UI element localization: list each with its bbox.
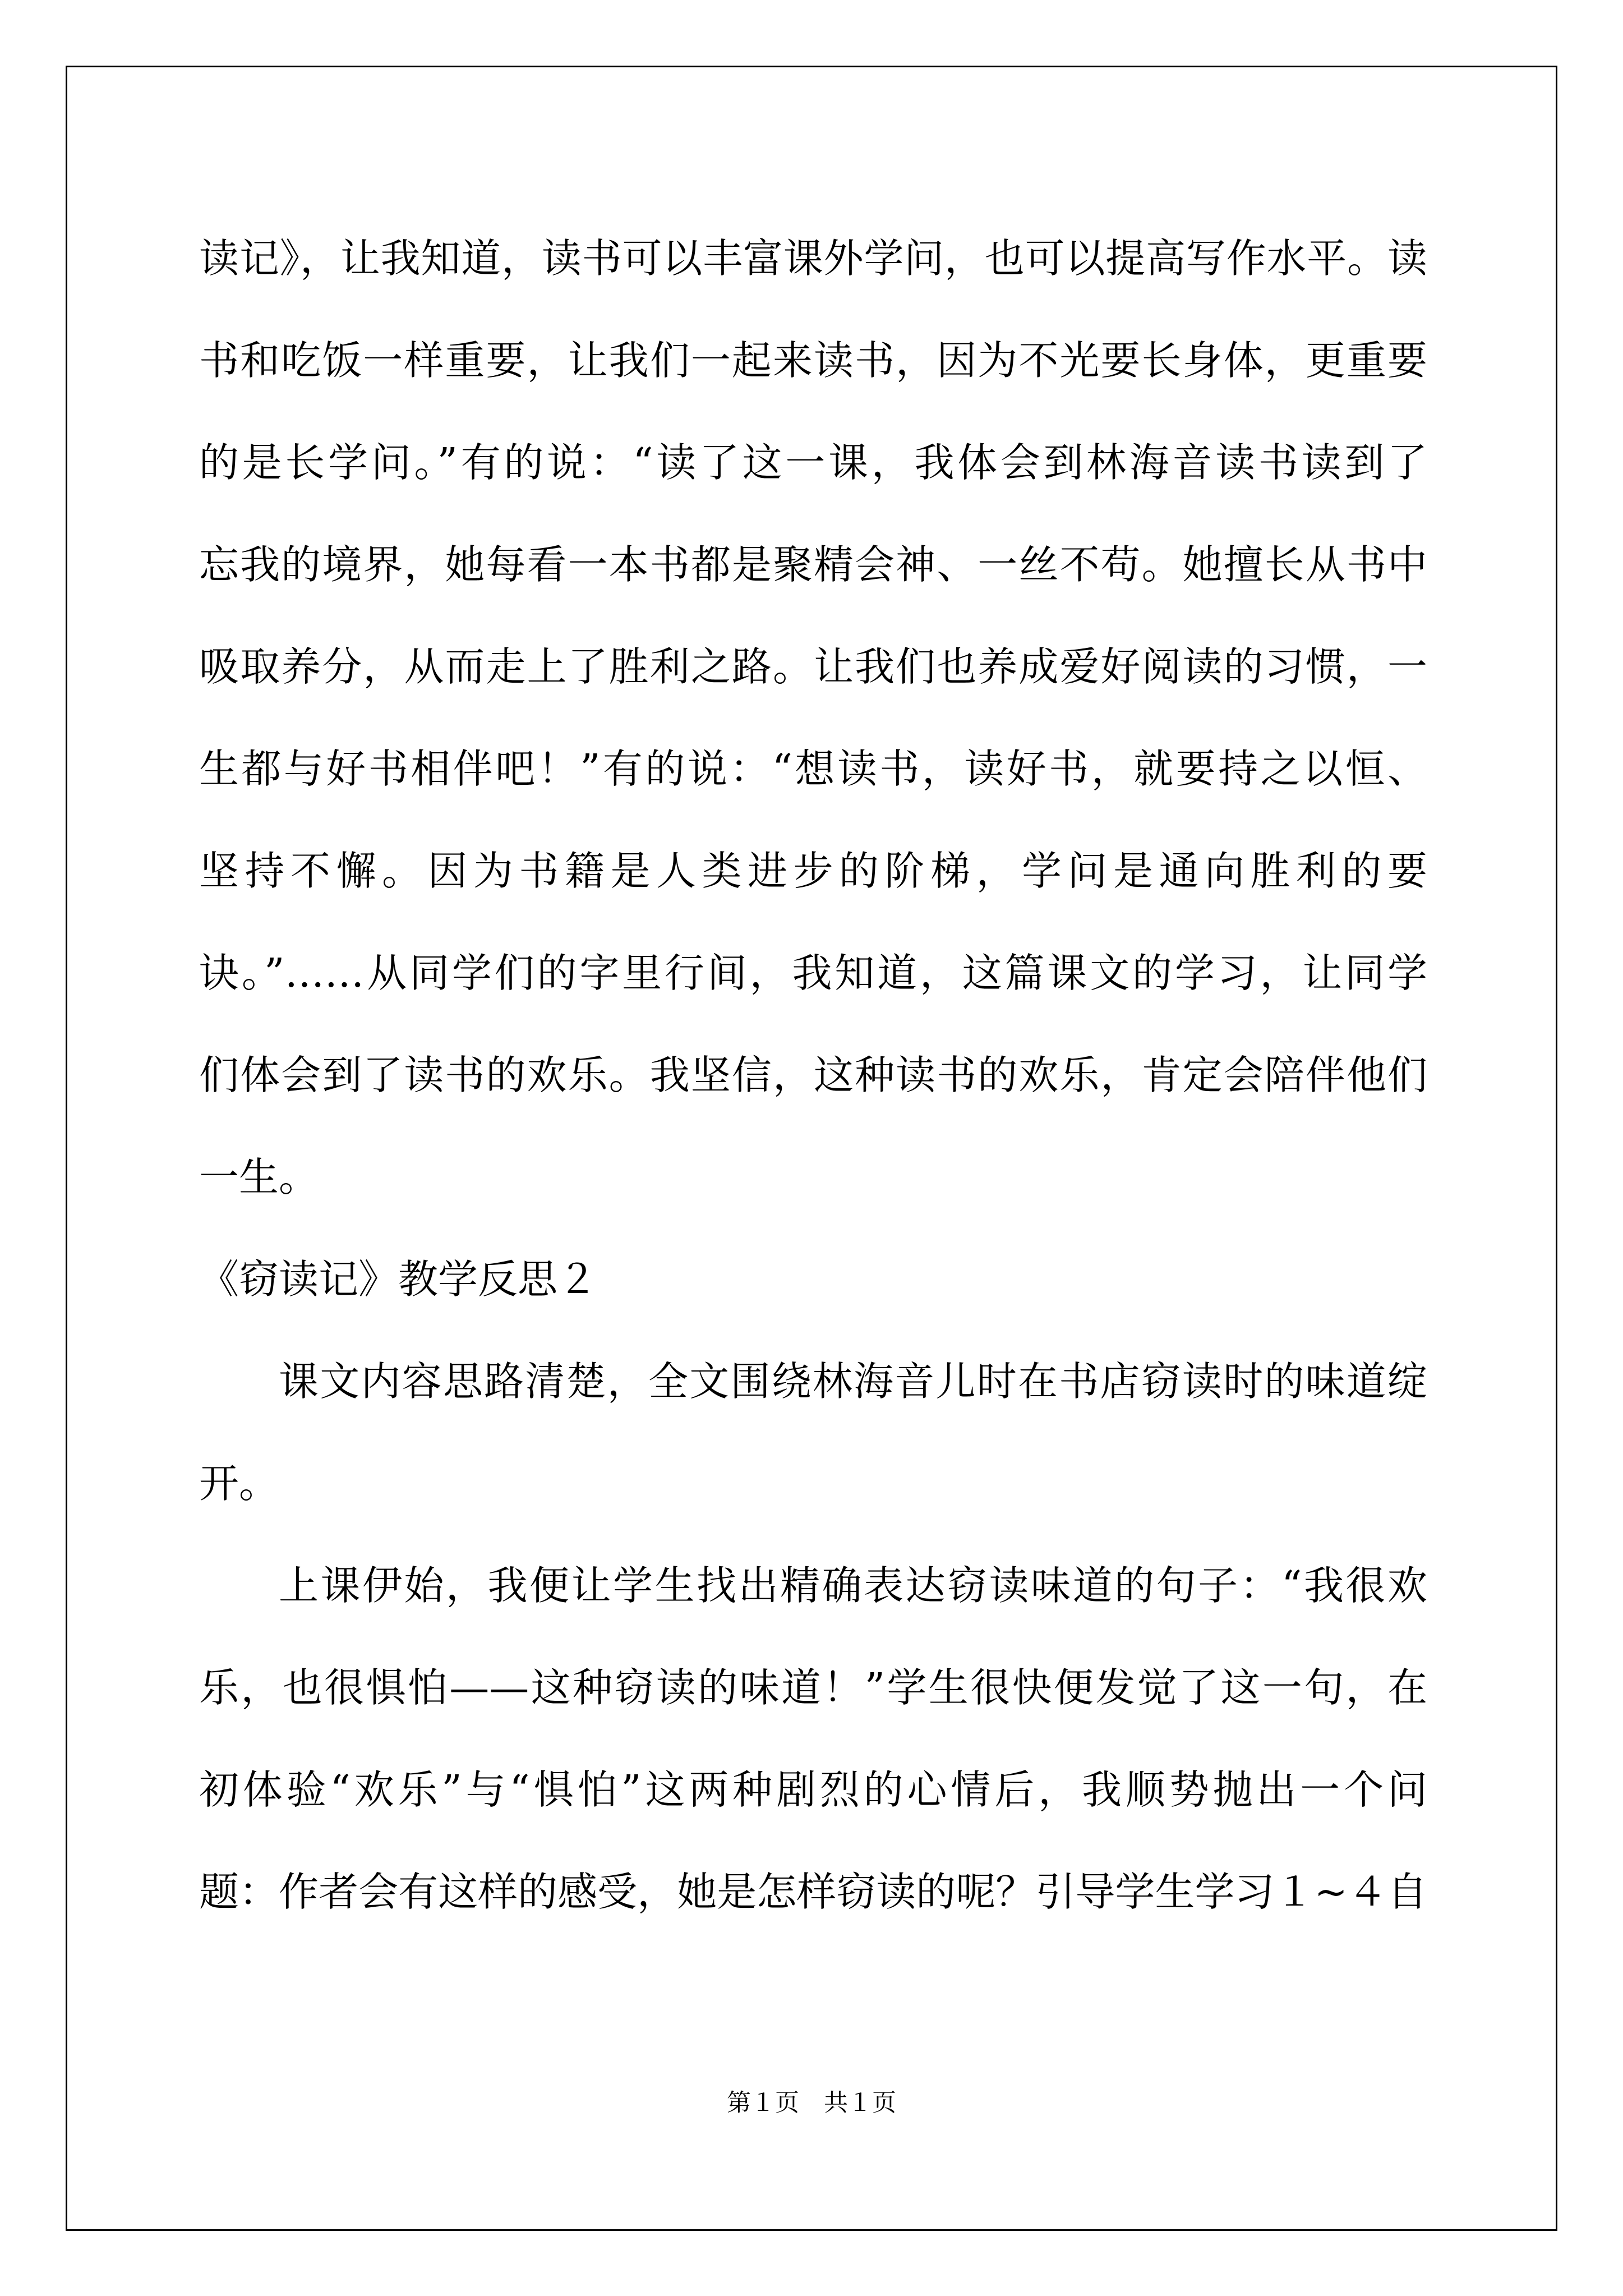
section-title: 《窃读记》教学反思２ (199, 1256, 598, 1303)
page-total: 共１页 (824, 2089, 896, 2117)
text-line: 书和吃饭一样重要，让我们一起来读书，因为不光要长身体，更重要 (199, 337, 1427, 384)
paragraph-line: 课文内容思路清楚，全文围绕林海音儿时在书店窃读时的味道绽 (279, 1358, 1427, 1405)
paragraph-line: 上课伊始，我便让学生找出精确表达窃读味道的句子：“我很欢 (279, 1562, 1427, 1609)
text-line: 忘我的境界，她每看一本书都是聚精会神、一丝不苟。她擅长从书中 (199, 541, 1427, 588)
paragraph-line: 初体验“欢乐”与“惧怕”这两种剧烈的心情后，我顺势抛出一个问 (199, 1766, 1427, 1813)
text-line: 生都与好书相伴吧！”有的说：“想读书，读好书，就要持之以恒、 (199, 746, 1427, 792)
text-line: 坚持不懈。因为书籍是人类进步的阶梯，学问是通向胜利的要 (199, 848, 1427, 894)
text-line: 们体会到了读书的欢乐。我坚信，这种读书的欢乐，肯定会陪伴他们 (199, 1052, 1427, 1098)
page-number: 第１页 (727, 2089, 799, 2117)
page-footer (0, 2084, 1623, 2118)
text-line: 读记》，让我知道，读书可以丰富课外学问，也可以提高写作水平。读 (199, 235, 1427, 282)
text-line: 诀。”……从同学们的字里行间，我知道，这篇课文的学习，让同学 (199, 950, 1427, 996)
paragraph-line: 开。 (199, 1460, 279, 1507)
document-body (199, 208, 1427, 1943)
text-line: 吸取养分，从而走上了胜利之路。让我们也养成爱好阅读的习惯，一 (199, 643, 1427, 690)
text-line: 一生。 (199, 1154, 319, 1200)
paragraph-line: 题：作者会有这样的感受，她是怎样窃读的呢？引导学生学习１~４自 (199, 1869, 1427, 1915)
text-line: 的是长学问。”有的说：“读了这一课，我体会到林海音读书读到了 (199, 439, 1427, 486)
paragraph-line: 乐，也很惧怕——这种窃读的味道！”学生很快便发觉了这一句，在 (199, 1664, 1427, 1711)
